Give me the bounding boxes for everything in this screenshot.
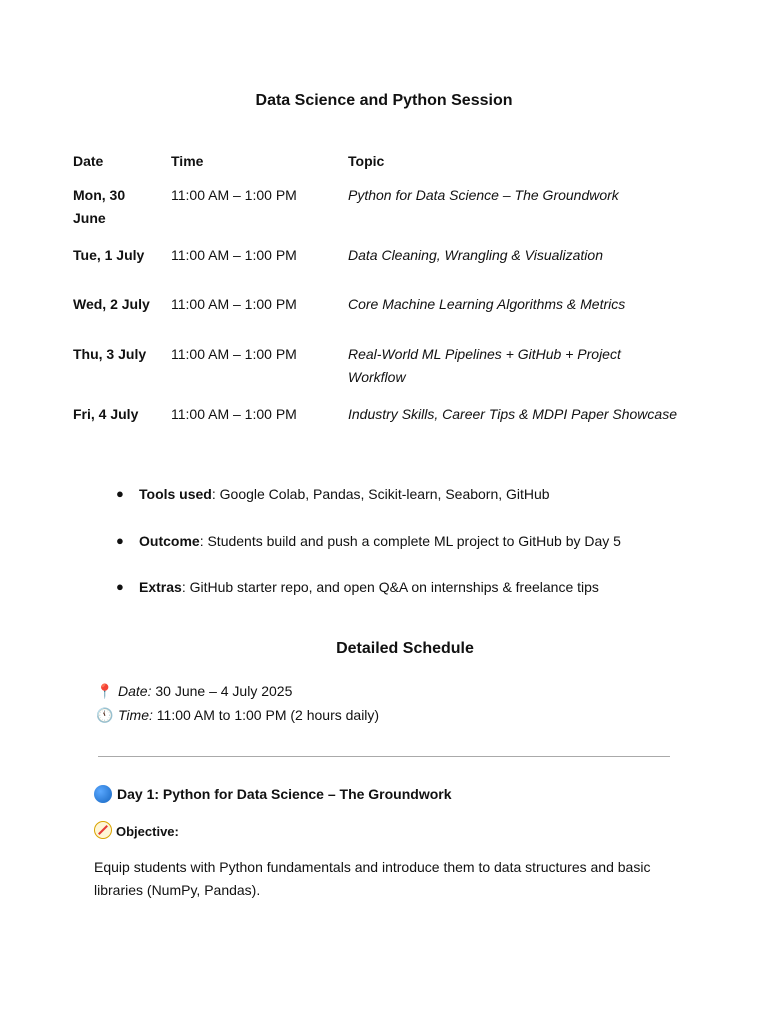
row-topic: Real-World ML Pipelines + GitHub + Project Workflow xyxy=(348,346,621,385)
row-date: Thu, 3 July xyxy=(73,346,147,362)
bullet-label: Tools used xyxy=(139,486,212,502)
date-label: Date: xyxy=(118,683,152,699)
objective-label: Objective: xyxy=(116,824,179,839)
bullet-text xyxy=(139,483,550,505)
day-heading-text: Day 1: Python for Data Science – The Groundwork xyxy=(117,786,452,802)
row-date: Wed, 2 July xyxy=(73,296,150,312)
row-time: 11:00 AM – 1:00 PM xyxy=(171,406,297,422)
row-date: Mon, 30 June xyxy=(73,187,126,226)
bullet-body: : GitHub starter repo, and open Q&A on internships & freelance tips xyxy=(181,579,599,595)
blue-circle-icon xyxy=(94,785,112,803)
row-topic: Data Cleaning, Wrangling & Visualization xyxy=(348,247,603,263)
bullet-body: : Students build and push a complete ML project to GitHub by Day 5 xyxy=(199,533,621,549)
row-date: Fri, 4 July xyxy=(73,406,139,422)
objective-heading xyxy=(94,821,179,842)
bullet-text xyxy=(139,576,599,598)
time-label: Time: xyxy=(118,707,153,723)
row-time: 11:00 AM – 1:00 PM xyxy=(171,187,297,203)
time-value: 11:00 AM to 1:00 PM (2 hours daily) xyxy=(152,707,380,723)
objective-description: Equip students with Python fundamentals and introduce them to data structures and basic libraries (NumPy, Pandas). xyxy=(94,859,651,898)
row-time: 11:00 AM – 1:00 PM xyxy=(171,247,297,263)
header-time: Time xyxy=(171,153,204,169)
compass-icon xyxy=(94,821,112,839)
section-title: Detailed Schedule xyxy=(336,640,474,657)
clock-icon: 🕚 xyxy=(96,707,114,723)
schedule-date xyxy=(96,680,292,702)
row-time: 11:00 AM – 1:00 PM xyxy=(171,346,297,362)
row-time: 11:00 AM – 1:00 PM xyxy=(171,296,297,312)
row-topic: Industry Skills, Career Tips & MDPI Paper Showcase xyxy=(348,406,677,422)
row-topic: Core Machine Learning Algorithms & Metrics xyxy=(348,296,626,312)
divider xyxy=(98,756,670,757)
header-topic: Topic xyxy=(348,153,385,169)
pin-icon: 📍 xyxy=(96,683,114,699)
bullet-text xyxy=(139,530,621,552)
bullet-icon: ● xyxy=(116,579,124,594)
page-title: Data Science and Python Session xyxy=(255,92,513,109)
bullet-label: Outcome xyxy=(139,533,200,549)
bullet-icon: ● xyxy=(116,533,124,548)
bullet-body: : Google Colab, Pandas, Scikit-learn, Seaborn, GitHub xyxy=(211,486,550,502)
row-date: Tue, 1 July xyxy=(73,247,145,263)
schedule-time xyxy=(96,704,379,726)
bullet-icon: ● xyxy=(116,486,124,501)
header-date: Date xyxy=(73,153,104,169)
day-heading xyxy=(94,783,452,805)
row-topic: Python for Data Science – The Groundwork xyxy=(348,187,619,203)
bullet-label: Extras xyxy=(139,579,182,595)
date-value: 30 June – 4 July 2025 xyxy=(151,683,293,699)
